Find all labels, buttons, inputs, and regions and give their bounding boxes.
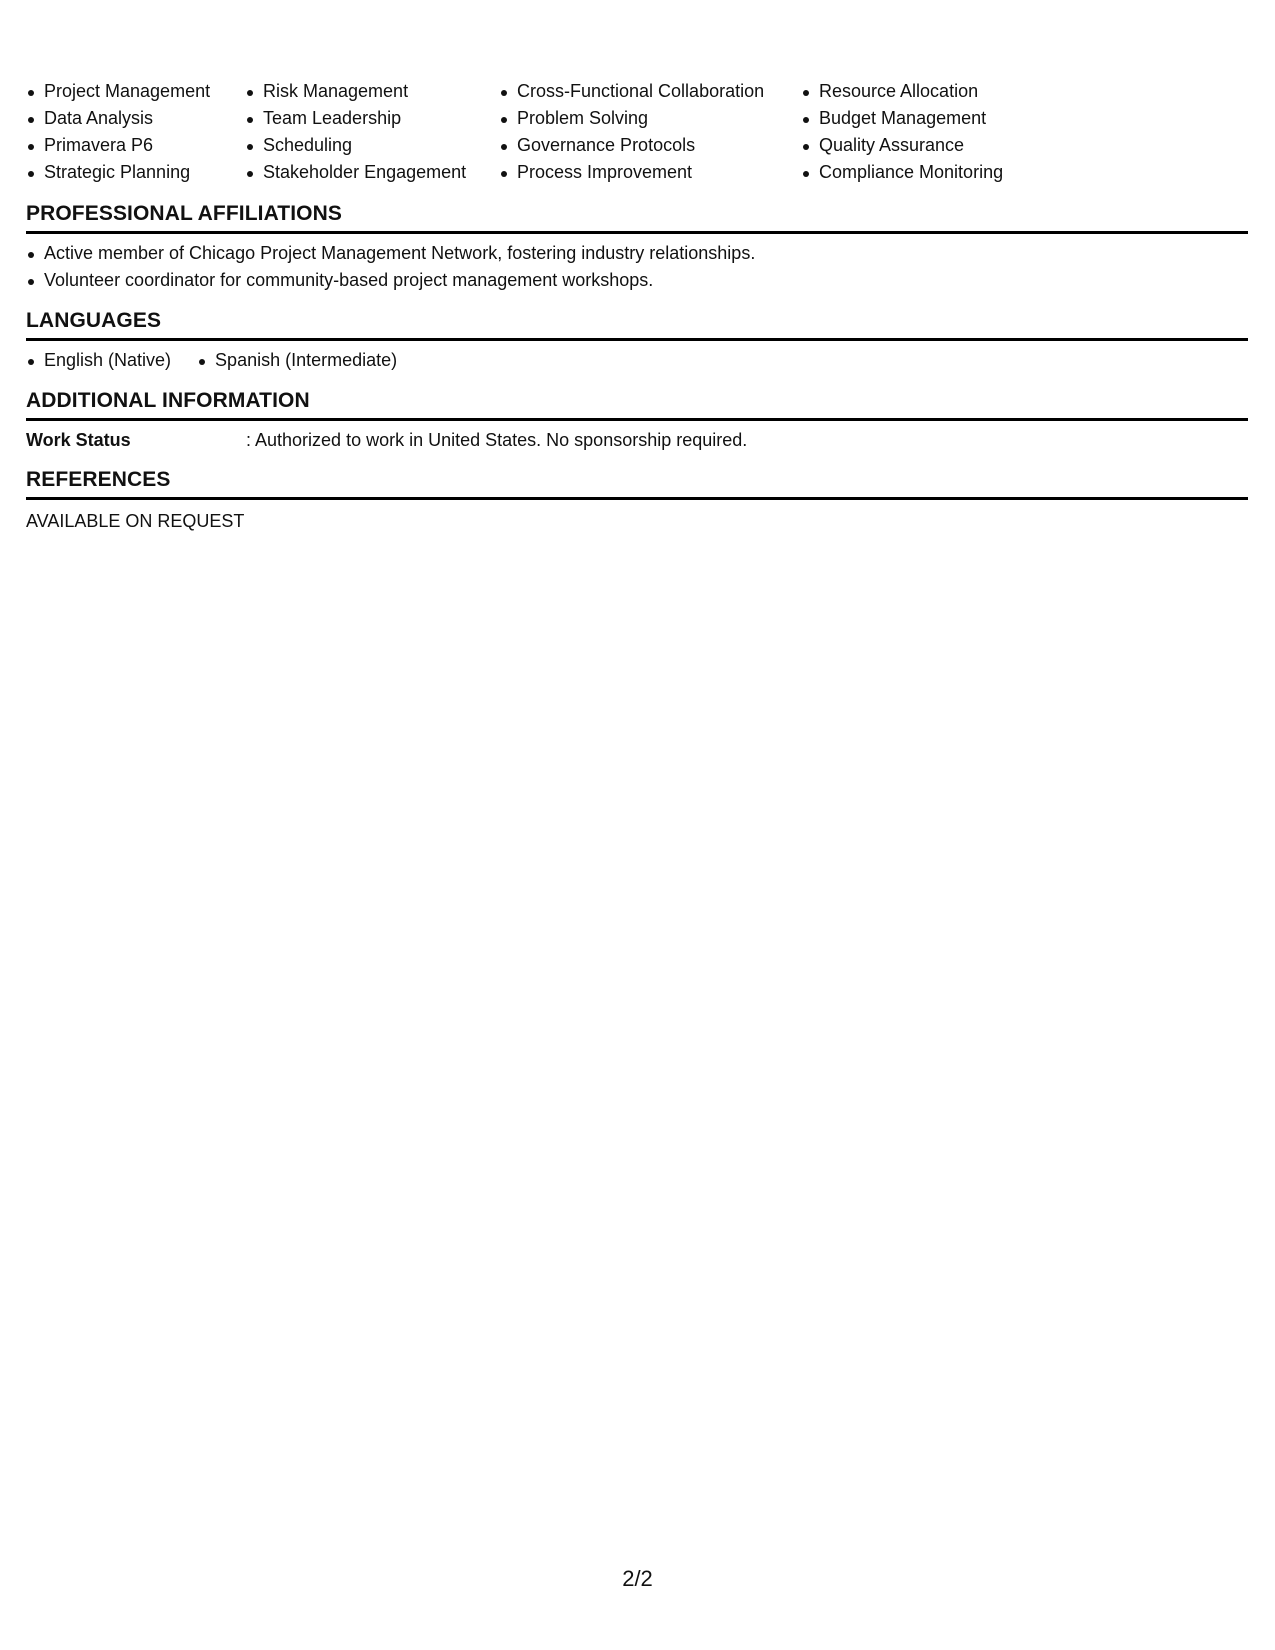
affiliation-item: Active member of Chicago Project Management Network, fostering industry relationships. [26, 240, 1248, 267]
languages-list [26, 347, 1248, 374]
skill-item: Governance Protocols [499, 132, 801, 159]
page-number: 2/2 [622, 1566, 653, 1591]
skill-item: Process Improvement [499, 159, 801, 186]
skill-item: Risk Management [245, 78, 499, 105]
skills-column-1 [26, 78, 245, 186]
language-item: Spanish (Intermediate) [197, 347, 397, 374]
skills-column-4 [801, 78, 1061, 186]
references-heading: REFERENCES [26, 467, 1248, 500]
languages-heading: LANGUAGES [26, 308, 1248, 341]
work-status-label: Work Status [26, 430, 131, 450]
skill-item: Team Leadership [245, 105, 499, 132]
skill-item: Stakeholder Engagement [245, 159, 499, 186]
work-status-value: : Authorized to work in United States. No sponsorship required. [246, 430, 748, 450]
skills-column-2 [245, 78, 499, 186]
skill-item: Primavera P6 [26, 132, 245, 159]
language-item: English (Native) [26, 347, 171, 374]
additional-info-heading: ADDITIONAL INFORMATION [26, 388, 1248, 421]
skill-item: Data Analysis [26, 105, 245, 132]
skill-item: Quality Assurance [801, 132, 1061, 159]
skill-item: Scheduling [245, 132, 499, 159]
work-status-row [26, 427, 1248, 454]
skill-item: Strategic Planning [26, 159, 245, 186]
skill-item: Budget Management [801, 105, 1061, 132]
affiliation-item: Volunteer coordinator for community-based project management workshops. [26, 267, 1248, 294]
affiliations-heading: PROFESSIONAL AFFILIATIONS [26, 201, 1248, 234]
resume-page [26, 78, 1248, 535]
skills-grid [26, 78, 1248, 186]
skill-item: Project Management [26, 78, 245, 105]
skill-item: Problem Solving [499, 105, 801, 132]
skill-item: Resource Allocation [801, 78, 1061, 105]
skill-item: Cross-Functional Collaboration [499, 78, 801, 105]
references-text: AVAILABLE ON REQUEST [26, 511, 245, 531]
skills-column-3 [499, 78, 801, 186]
affiliations-list [26, 240, 1248, 294]
skill-item: Compliance Monitoring [801, 159, 1061, 186]
